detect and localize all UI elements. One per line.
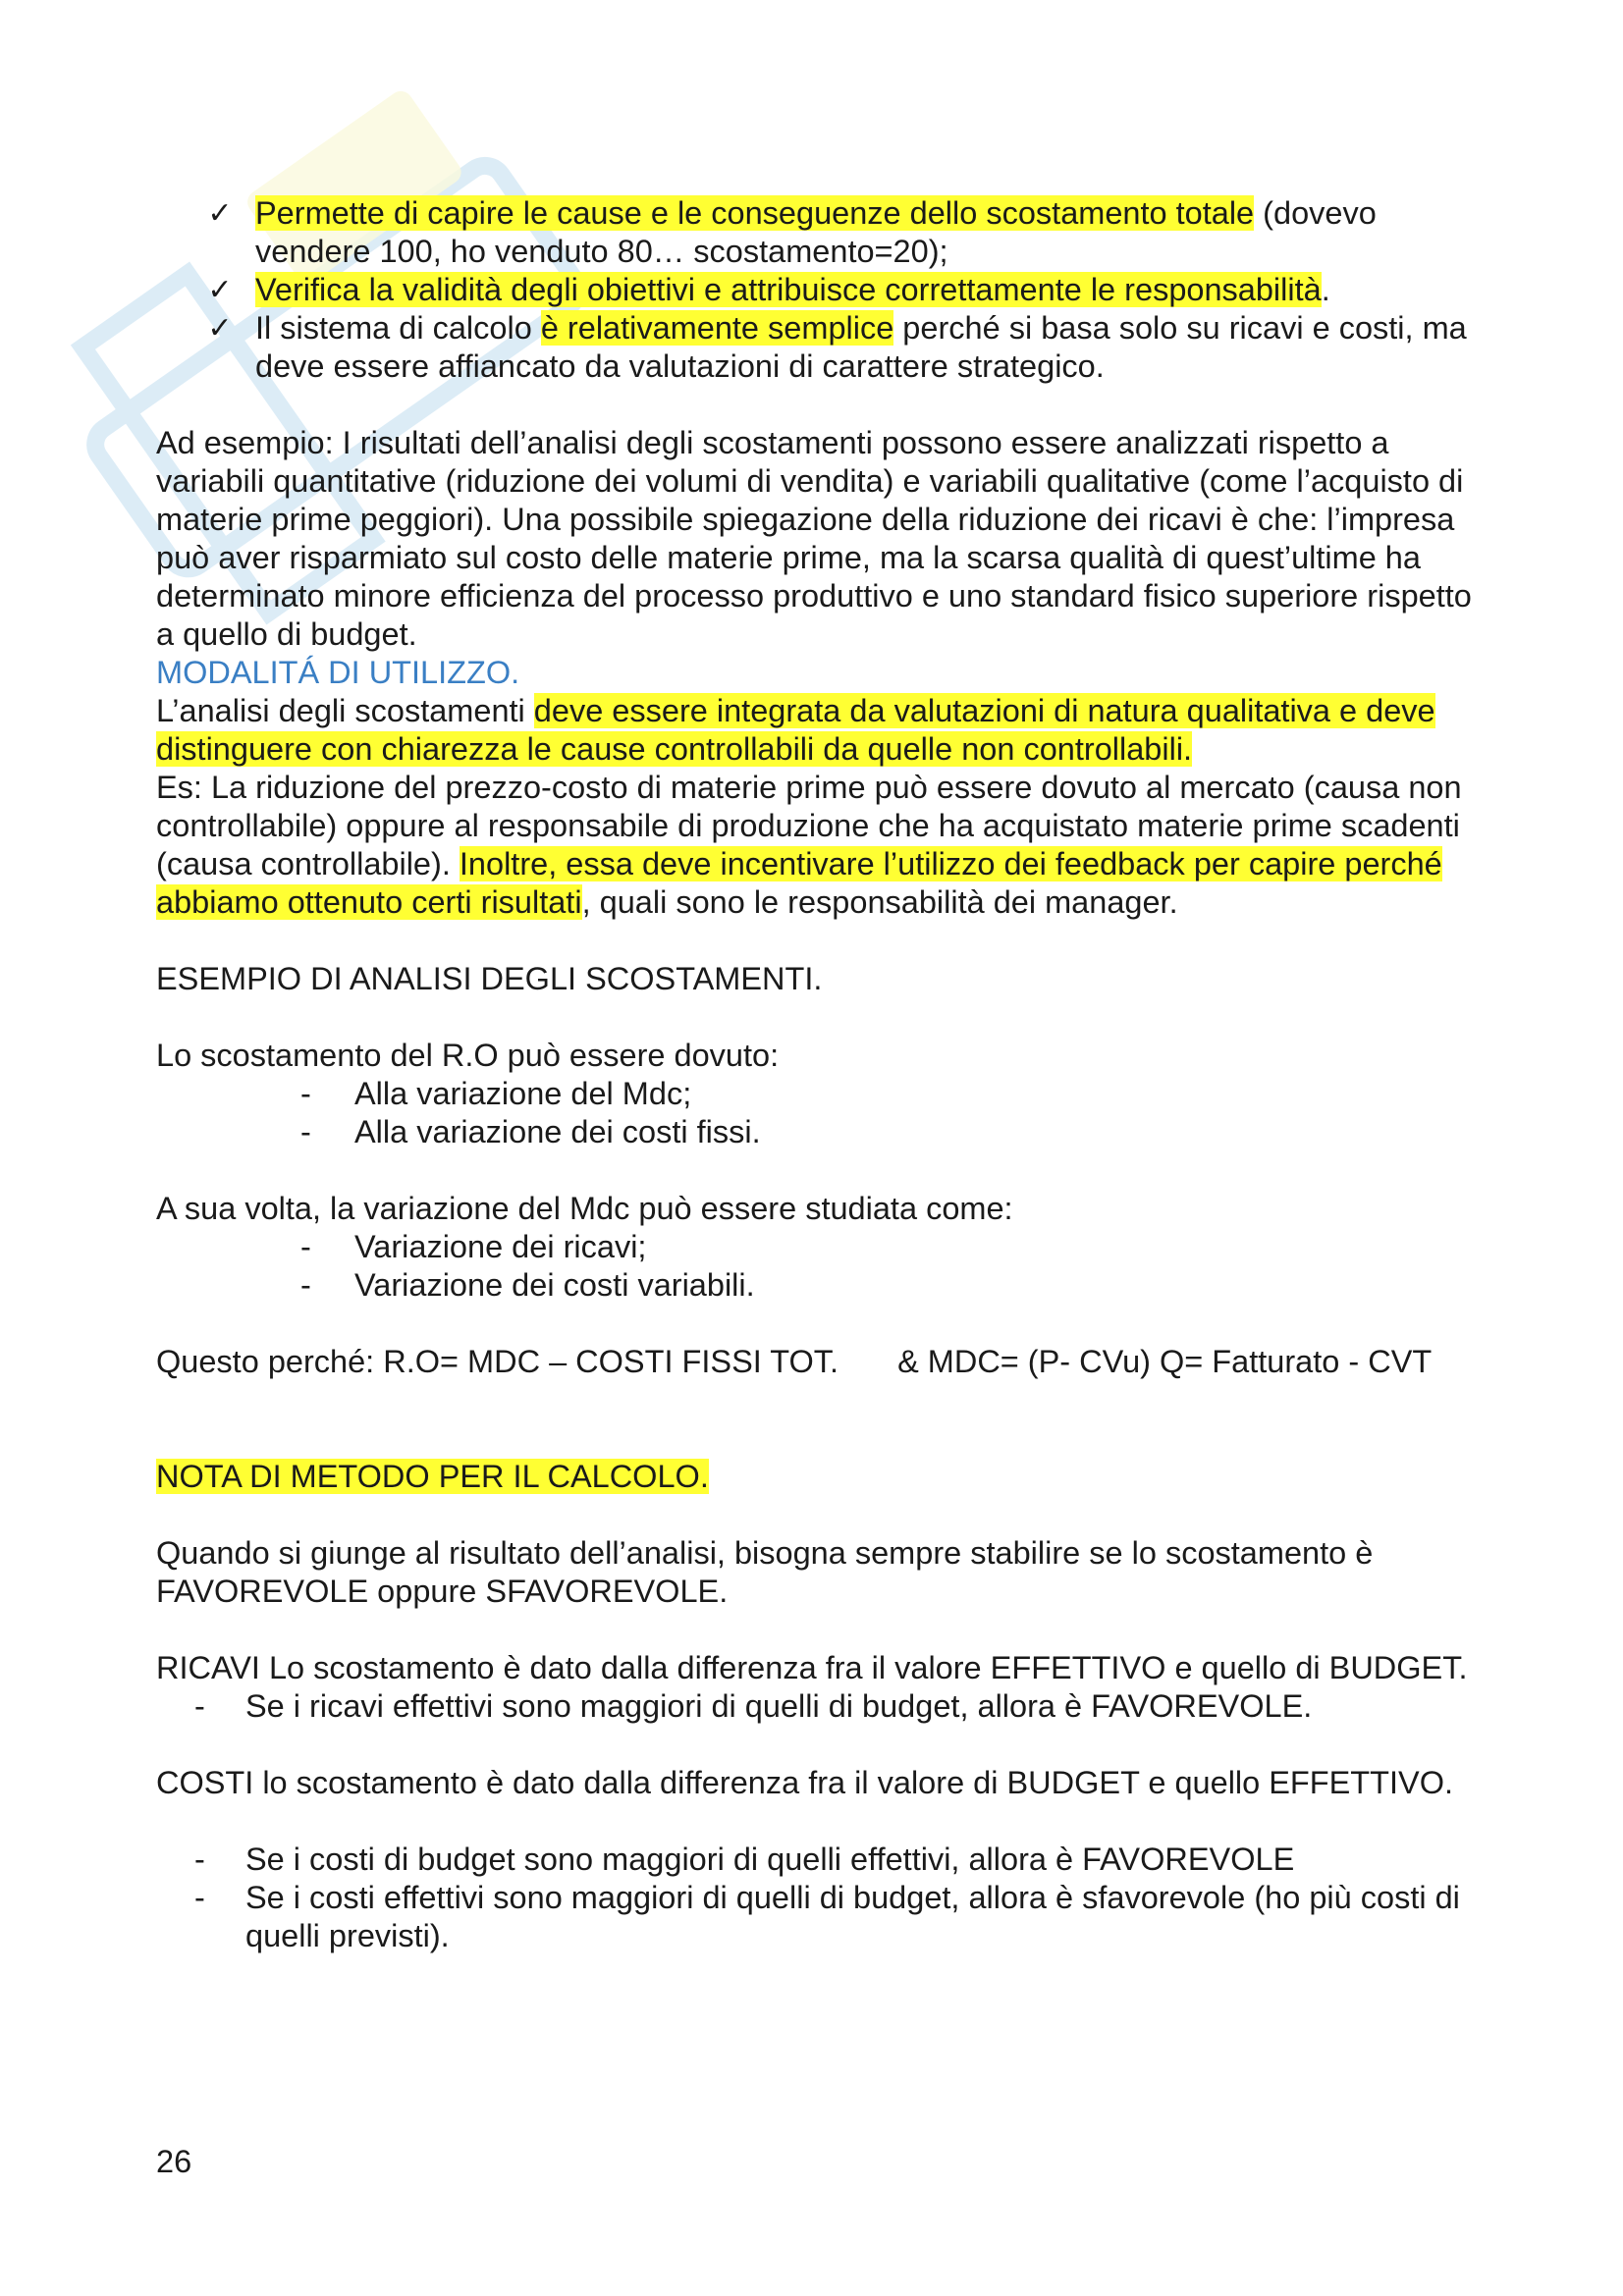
list-item-text: Variazione dei ricavi; [354,1229,647,1264]
dash-bullet-icon: - [194,1880,205,1915]
formula-ro: Questo perché: R.O= MDC – COSTI FISSI TOT. [156,1344,839,1379]
list-item [156,1266,1484,1305]
list-item-text: Variazione dei costi variabili. [354,1267,755,1303]
list-item-text: Alla variazione del Mdc; [354,1076,692,1111]
list-item [156,309,1484,386]
page-number: 26 [156,2144,192,2179]
ricavi-list [156,1687,1484,1726]
dash-bullet-icon: - [300,1267,311,1303]
highlighted-text: Verifica la validità degli obiettivi e attribuisce correttamente le responsabilità [255,272,1322,307]
list-item [156,1879,1484,1955]
text-segment: L’analisi degli scostamenti [156,693,534,728]
dash-bullet-icon: - [194,1688,205,1724]
esempio-heading: ESEMPIO DI ANALISI DEGLI SCOSTAMENTI. [156,961,823,996]
text-segment: Es: La riduzione del prezzo-costo di materie prime può essere dovuto al mercato (causa non controllabile) oppure al responsabile di produzione che ha acquistato materie prime scadenti (causa controllabile). [156,770,1462,881]
formula-line [156,1343,1484,1381]
list-item [156,1841,1484,1879]
nota-heading [156,1458,1484,1496]
checkmark-icon: ✓ [207,273,233,307]
highlighted-text: Permette di capire le cause e le conseguenze dello scostamento totale [255,195,1255,231]
highlighted-text: deve essere integrata da valutazioni di natura qualitativa e deve distinguere con chiarezza le cause controllabili da quelle non controllabili. [156,693,1435,767]
costi-paragraph: COSTI lo scostamento è dato dalla differenza fra il valore di BUDGET e quello EFFETTIVO. [156,1765,1454,1800]
nota-paragraph: Quando si giunge al risultato dell’analisi, bisogna sempre stabilire se lo scostamento è FAVOREVOLE oppure SFAVOREVOLE. [156,1535,1374,1609]
list-item-text: Se i ricavi effettivi sono maggiori di quelli di budget, allora è FAVOREVOLE. [245,1688,1313,1724]
highlighted-text: Inoltre, essa deve incentivare l’utilizzo dei feedback per capire perché abbiamo ottenuto certi risultati [156,846,1442,920]
nota-heading-text: NOTA DI METODO PER IL CALCOLO. [156,1459,709,1494]
dash-bullet-icon: - [194,1842,205,1877]
list-item-text: Alla variazione dei costi fissi. [354,1114,761,1149]
highlighted-text: è relativamente semplice [540,310,894,346]
list-item [156,1228,1484,1266]
modalita-paragraph-1 [156,692,1484,769]
dash-bullet-icon: - [300,1076,311,1111]
modalita-paragraph-2 [156,769,1484,922]
text-segment: Il sistema di calcolo [255,310,541,346]
ro-intro: Lo scostamento del R.O può essere dovuto: [156,1038,780,1073]
list-item [156,1075,1484,1113]
checkmark-icon: ✓ [207,311,233,346]
list-item [156,1687,1484,1726]
dash-bullet-icon: - [300,1114,311,1149]
ro-list [156,1075,1484,1151]
list-item [156,194,1484,271]
modalita-heading: MODALITÁ DI UTILIZZO. [156,655,520,690]
dash-bullet-icon: - [300,1229,311,1264]
list-item [156,271,1484,309]
mdc-list [156,1228,1484,1305]
text-segment: (dovevo vendere 100, ho venduto 80… scostamento=20); [255,195,1377,269]
ricavi-paragraph: RICAVI Lo scostamento è dato dalla differenza fra il valore EFFETTIVO e quello di BUDGET. [156,1650,1468,1685]
formula-mdc: & MDC= (P- CVu) Q= Fatturato - CVT [897,1344,1433,1379]
list-item [156,1113,1484,1151]
example-paragraph: Ad esempio: I risultati dell’analisi degli scostamenti possono essere analizzati rispetto a variabili quantitative (riduzione dei volumi di vendita) e variabili qualitative (come l’acquisto di materie prime peggiori). Una possibile spiegazione della riduzione dei ricavi è che: l’impresa può aver risparmiato sul costo delle materie prime, ma la scarsa qualità di quest’ultime ha determinato minore efficienza del processo produttivo e uno standard fisico superiore rispetto a quello di budget. [156,425,1472,652]
text-segment: perché si basa solo su ricavi e costi, ma deve essere affiancato da valutazioni di carattere strategico. [255,310,1467,384]
benefits-list [156,194,1484,386]
text-segment: . [1321,272,1330,307]
list-item-text: Se i costi di budget sono maggiori di quelli effettivi, allora è FAVOREVOLE [245,1842,1295,1877]
text-segment: , quali sono le responsabilità dei manager. [581,884,1178,920]
mdc-intro: A sua volta, la variazione del Mdc può essere studiata come: [156,1191,1013,1226]
checkmark-icon: ✓ [207,196,233,231]
page-content [156,194,1484,1955]
costi-list [156,1841,1484,1955]
list-item-text: Se i costi effettivi sono maggiori di quelli di budget, allora è sfavorevole (ho più costi di quelli previsti). [245,1880,1460,1953]
